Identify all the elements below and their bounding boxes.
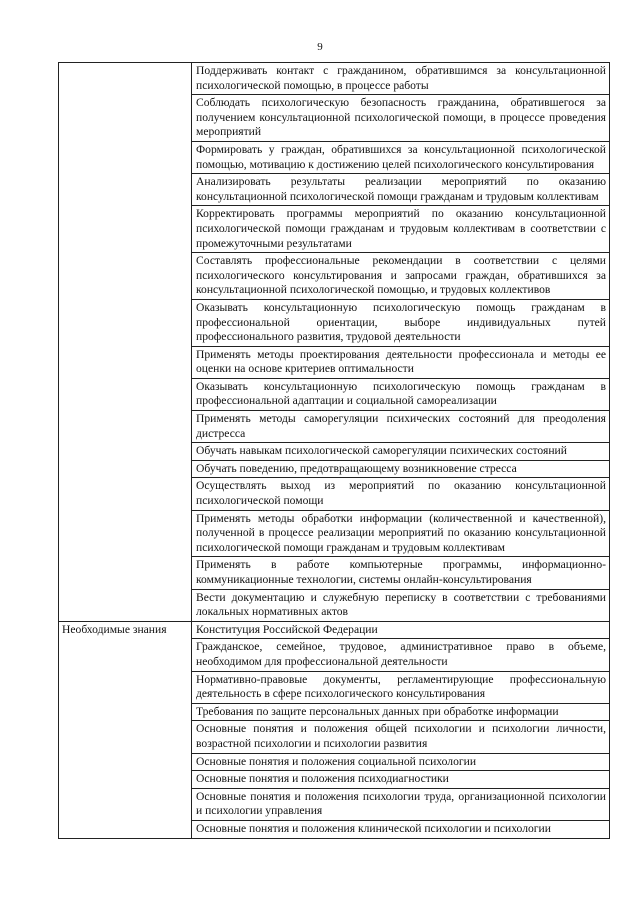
requirement-cell: Оказывать консультационную психологическую помощь гражданам в профессиональной адаптации и социальной самореализации xyxy=(192,378,610,410)
requirement-cell: Анализировать результаты реализации мероприятий по оказанию консультационной психологической помощи гражданам и трудовым коллективам xyxy=(192,174,610,206)
requirement-cell: Формировать у граждан, обратившихся за консультационной психологической помощью, мотивацию к достижению целей психологического консультирования xyxy=(192,141,610,173)
requirement-cell: Основные понятия и положения психологии труда, организационной психологии и психологии управления xyxy=(192,788,610,820)
requirement-cell: Основные понятия и положения психодиагностики xyxy=(192,771,610,789)
section-label-cell xyxy=(59,63,192,622)
requirement-cell: Гражданское, семейное, трудовое, административное право в объеме, необходимом для профессиональной деятельности xyxy=(192,639,610,671)
requirement-cell: Применять методы обработки информации (количественной и качественной), полученной в процессе реализации мероприятий по оказанию консультационной психологической помощи гражданам и трудовым коллективам xyxy=(192,510,610,557)
requirement-cell: Конституция Российской Федерации xyxy=(192,621,610,639)
requirement-cell: Основные понятия и положения клинической психологии и психологии xyxy=(192,820,610,838)
section-label-cell: Необходимые знания xyxy=(59,621,192,838)
requirement-cell: Основные понятия и положения социальной психологии xyxy=(192,753,610,771)
requirement-cell: Применять методы саморегуляции психических состояний для преодоления дистресса xyxy=(192,411,610,443)
requirement-cell: Требования по защите персональных данных при обработке информации xyxy=(192,703,610,721)
requirement-cell: Нормативно-правовые документы, регламентирующие профессиональную деятельность в сфере психологического консультирования xyxy=(192,671,610,703)
requirement-cell: Обучать навыкам психологической саморегуляции психических состояний xyxy=(192,443,610,461)
requirement-cell: Применять в работе компьютерные программы, информационно-коммуникационные технологии, системы онлайн-консультирования xyxy=(192,557,610,589)
requirement-cell: Основные понятия и положения общей психологии и психологии личности, возрастной психологии и психологии развития xyxy=(192,721,610,753)
requirement-cell: Вести документацию и служебную переписку в соответствии с требованиями локальных нормативных актов xyxy=(192,589,610,621)
requirement-cell: Оказывать консультационную психологическую помощь гражданам в профессиональной ориентации, выборе индивидуальных путей профессионального развития, трудовой деятельности xyxy=(192,299,610,346)
requirements-table-body xyxy=(59,63,610,839)
requirement-cell: Обучать поведению, предотвращающему возникновение стресса xyxy=(192,460,610,478)
requirement-cell: Соблюдать психологическую безопасность гражданина, обратившегося за получением консультационной психологической помощи, в процессе проведения мероприятий xyxy=(192,95,610,142)
requirement-cell: Поддерживать контакт с гражданином, обратившимся за консультационной психологической помощью, в процессе работы xyxy=(192,63,610,95)
requirements-table xyxy=(58,62,610,839)
requirement-cell: Составлять профессиональные рекомендации в соответствии с целями психологического консультирования и запросами граждан, обратившихся за консультационной психологической помощью, и трудовых коллективов xyxy=(192,253,610,300)
table-row xyxy=(59,63,610,95)
table-row xyxy=(59,621,610,639)
requirement-cell: Осуществлять выход из мероприятий по оказанию консультационной психологической помощи xyxy=(192,478,610,510)
requirement-cell: Применять методы проектирования деятельности профессионала и методы ее оценки на основе критериев оптимальности xyxy=(192,346,610,378)
page-number: 9 xyxy=(317,41,323,53)
requirement-cell: Корректировать программы мероприятий по оказанию консультационной психологической помощи гражданам и трудовым коллективам в соответствии с промежуточными результатами xyxy=(192,206,610,253)
